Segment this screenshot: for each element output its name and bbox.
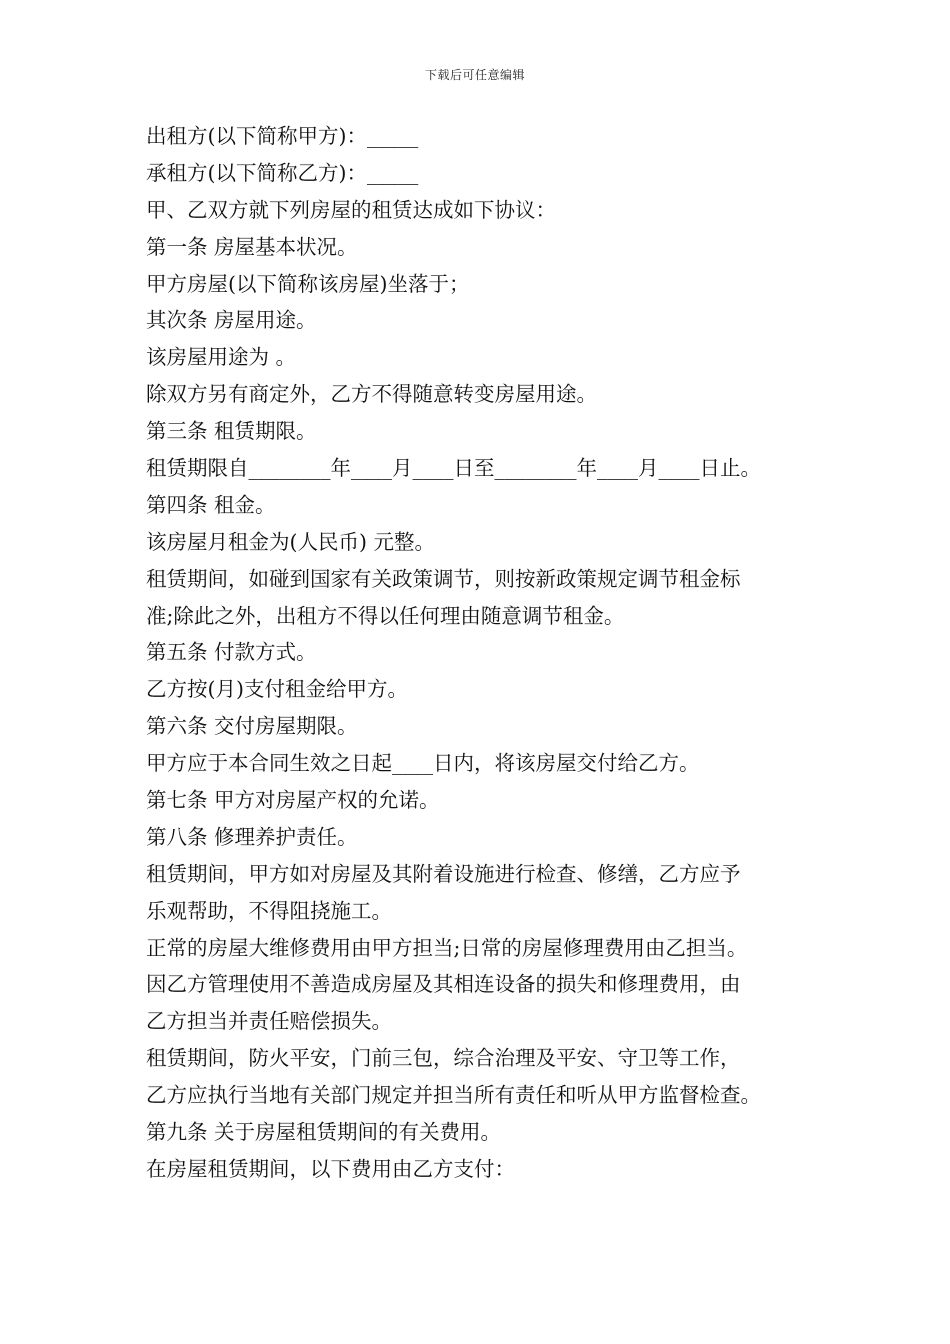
article-3-text: 租赁期限自________年____月____日至________年____月____日止。 [146, 456, 761, 481]
article-1-text: 甲方房屋(以下简称该房屋)坐落于； [146, 271, 470, 296]
article-5-heading: 第五条 付款方式。 [146, 640, 317, 665]
document-body [146, 118, 826, 1188]
page-header: 下载后可任意编辑 [424, 68, 525, 82]
article-4-text: 准;除此之外，出租方不得以任何理由随意调节租金。 [146, 603, 625, 628]
article-2-text: 该房屋用途为 。 [146, 345, 297, 370]
agreement-intro: 甲、乙双方就下列房屋的租赁达成如下协议： [146, 197, 556, 222]
article-8-text: 乐观帮助，不得阻挠施工。 [146, 898, 392, 923]
article-8-text: 租赁期间，防火平安，门前三包，综合治理及平安、守卫等工作， [146, 1046, 741, 1071]
party-a-line: 出租方(以下简称甲方)：_____ [146, 124, 419, 148]
article-6-heading: 第六条 交付房屋期限。 [146, 714, 358, 739]
article-8-text: 正常的房屋大维修费用由甲方担当;日常的房屋修理费用由乙担当。 [146, 935, 748, 960]
article-4-heading: 第四条 租金。 [146, 492, 276, 517]
article-8-heading: 第八条 修理养护责任。 [146, 824, 358, 849]
article-8-text: 乙方担当并责任赔偿损失。 [146, 1009, 392, 1034]
article-9-text: 在房屋租赁期间，以下费用由乙方支付： [146, 1156, 515, 1181]
article-9-heading: 第九条 关于房屋租赁期间的有关费用。 [146, 1120, 502, 1145]
article-3-heading: 第三条 租赁期限。 [146, 419, 317, 444]
article-6-text: 甲方应于本合同生效之日起____日内，将该房屋交付给乙方。 [146, 751, 700, 776]
article-8-text: 租赁期间，甲方如对房屋及其附着设施进行检查、修缮，乙方应予 [146, 861, 741, 886]
article-2-heading: 其次条 房屋用途。 [146, 308, 317, 333]
article-7-heading: 第七条 甲方对房屋产权的允诺。 [146, 788, 440, 813]
article-1-heading: 第一条 房屋基本状况。 [146, 234, 358, 259]
article-5-text: 乙方按(月)支付租金给甲方。 [146, 677, 408, 702]
party-b-line: 承租方(以下简称乙方)：_____ [146, 160, 419, 185]
article-4-text: 该房屋月租金为(人民币) 元整。 [146, 529, 436, 554]
article-8-text: 乙方应执行当地有关部门规定并担当所有责任和听从甲方监督检查。 [146, 1083, 761, 1108]
article-2-text: 除双方另有商定外，乙方不得随意转变房屋用途。 [146, 382, 597, 407]
article-8-text: 因乙方管理使用不善造成房屋及其相连设备的损失和修理费用，由 [146, 972, 741, 997]
article-4-text: 租赁期间，如碰到国家有关政策调节，则按新政策规定调节租金标 [146, 566, 741, 591]
